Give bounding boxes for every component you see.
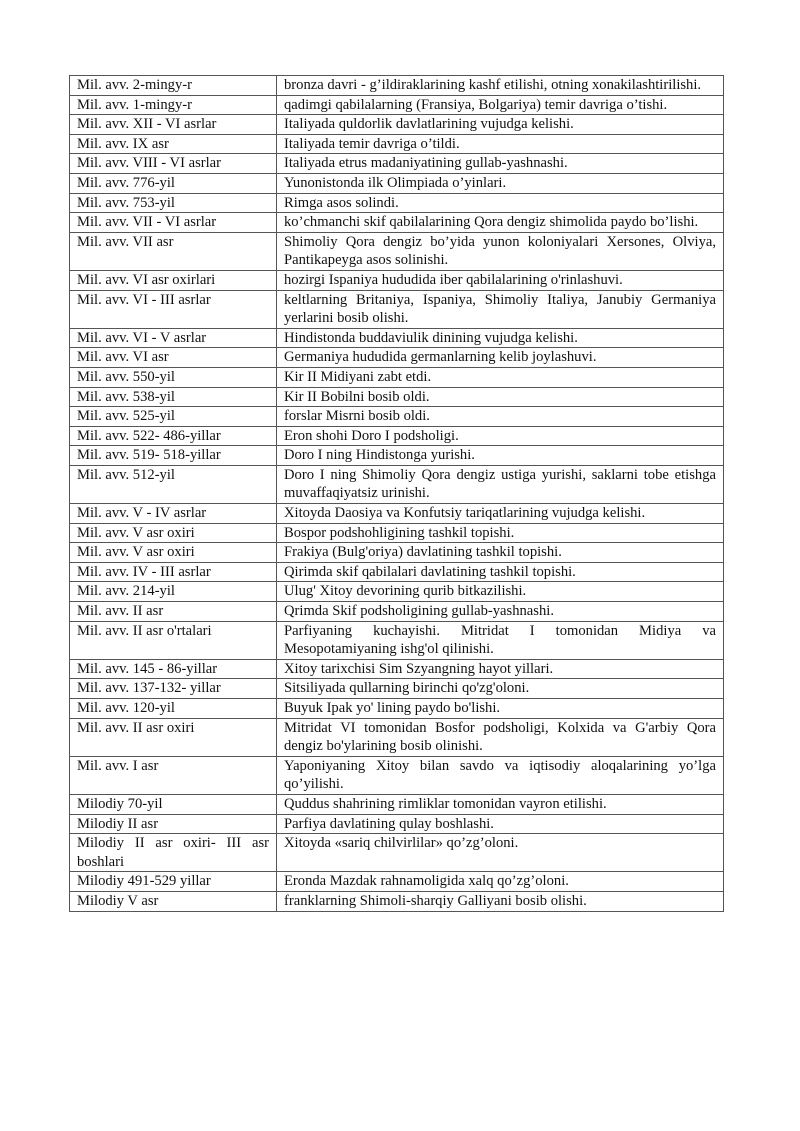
table-row — [70, 814, 724, 834]
date-cell: Mil. avv. 2-mingy-r — [70, 76, 277, 96]
table-row — [70, 348, 724, 368]
event-cell: Frakiya (Bulg'oriya) davlatining tashkil topishi. — [277, 543, 724, 563]
table-row — [70, 232, 724, 270]
date-cell: Mil. avv. II asr oxiri — [70, 718, 277, 756]
date-cell: Mil. avv. II asr — [70, 602, 277, 622]
table-row — [70, 465, 724, 503]
event-cell: Xitoyda «sariq chilvirlilar» qo’zg’oloni. — [277, 834, 724, 872]
table-row — [70, 367, 724, 387]
date-cell: Mil. avv. 753-yil — [70, 193, 277, 213]
table-row — [70, 891, 724, 911]
date-cell: Mil. avv. V asr oxiri — [70, 543, 277, 563]
table-row — [70, 76, 724, 96]
table-row — [70, 659, 724, 679]
table-row — [70, 602, 724, 622]
event-cell: Xitoy tarixchisi Sim Szyangning hayot yillari. — [277, 659, 724, 679]
event-cell: bronza davri - g’ildiraklarining kashf etilishi, otning xonakilashtirilishi. — [277, 76, 724, 96]
table-row — [70, 834, 724, 872]
event-cell: Bospor podshohligining tashkil topishi. — [277, 523, 724, 543]
event-cell: Quddus shahrining rimliklar tomonidan vayron etilishi. — [277, 794, 724, 814]
chronology-table — [69, 75, 724, 912]
event-cell: qadimgi qabilalarning (Fransiya, Bolgariya) temir davriga o’tishi. — [277, 95, 724, 115]
date-cell: Mil. avv. 214-yil — [70, 582, 277, 602]
table-row — [70, 562, 724, 582]
table-row — [70, 426, 724, 446]
date-cell: Mil. avv. 145 - 86-yillar — [70, 659, 277, 679]
event-cell: Ulug' Xitoy devorining qurib bitkazilishi. — [277, 582, 724, 602]
event-cell: Germaniya hududida germanlarning kelib joylashuvi. — [277, 348, 724, 368]
event-cell: Sitsiliyada qullarning birinchi qo'zg'oloni. — [277, 679, 724, 699]
event-cell: Qirimda skif qabilalari davlatining tashkil topishi. — [277, 562, 724, 582]
table-row — [70, 582, 724, 602]
date-cell: Mil. avv. 776-yil — [70, 173, 277, 193]
date-cell: Mil. avv. 519- 518-yillar — [70, 446, 277, 466]
table-row — [70, 699, 724, 719]
event-cell: Yaponiyaning Xitoy bilan savdo va iqtisodiy aloqalarining yo’lga qo’yilishi. — [277, 756, 724, 794]
event-cell: Rimga asos solindi. — [277, 193, 724, 213]
date-cell: Mil. avv. IV - III asrlar — [70, 562, 277, 582]
date-cell: Mil. avv. VI - V asrlar — [70, 328, 277, 348]
table-row — [70, 504, 724, 524]
event-cell: Hindistonda buddaviulik dinining vujudga kelishi. — [277, 328, 724, 348]
table-row — [70, 872, 724, 892]
table-row — [70, 794, 724, 814]
date-cell: Mil. avv. 550-yil — [70, 367, 277, 387]
date-cell: Mil. avv. I asr — [70, 756, 277, 794]
table-row — [70, 95, 724, 115]
event-cell: forslar Misrni bosib oldi. — [277, 407, 724, 427]
date-cell: Mil. avv. 120-yil — [70, 699, 277, 719]
date-cell: Mil. avv. 522- 486-yillar — [70, 426, 277, 446]
date-cell: Mil. avv. V - IV asrlar — [70, 504, 277, 524]
event-cell: Doro I ning Hindistonga yurishi. — [277, 446, 724, 466]
table-row — [70, 679, 724, 699]
table-row — [70, 446, 724, 466]
table-row — [70, 270, 724, 290]
table-row — [70, 543, 724, 563]
event-cell: Kir II Midiyani zabt etdi. — [277, 367, 724, 387]
event-cell: Italiyada etrus madaniyatining gullab-yashnashi. — [277, 154, 724, 174]
date-cell: Mil. avv. XII - VI asrlar — [70, 115, 277, 135]
event-cell: Eron shohi Doro I podsholigi. — [277, 426, 724, 446]
date-cell: Mil. avv. VIII - VI asrlar — [70, 154, 277, 174]
date-cell: Mil. avv. 538-yil — [70, 387, 277, 407]
date-cell: Mil. avv. 525-yil — [70, 407, 277, 427]
event-cell: Eronda Mazdak rahnamoligida xalq qo’zg’oloni. — [277, 872, 724, 892]
table-row — [70, 328, 724, 348]
date-cell: Milodiy 491-529 yillar — [70, 872, 277, 892]
date-cell: Mil. avv. 137-132- yillar — [70, 679, 277, 699]
date-cell: Mil. avv. VI asr oxirlari — [70, 270, 277, 290]
event-cell: Buyuk Ipak yo' lining paydo bo'lishi. — [277, 699, 724, 719]
date-cell: Mil. avv. IX asr — [70, 134, 277, 154]
chronology-table-body — [70, 76, 724, 912]
event-cell: Parfiya davlatining qulay boshlashi. — [277, 814, 724, 834]
table-row — [70, 756, 724, 794]
table-row — [70, 407, 724, 427]
table-row — [70, 115, 724, 135]
date-cell: Milodiy V asr — [70, 891, 277, 911]
date-cell: Mil. avv. VII asr — [70, 232, 277, 270]
table-row — [70, 290, 724, 328]
table-row — [70, 387, 724, 407]
table-row — [70, 523, 724, 543]
event-cell: Kir II Bobilni bosib oldi. — [277, 387, 724, 407]
date-cell: Mil. avv. II asr o'rtalari — [70, 621, 277, 659]
table-row — [70, 621, 724, 659]
date-cell: Mil. avv. VI - III asrlar — [70, 290, 277, 328]
event-cell: keltlarning Britaniya, Ispaniya, Shimoliy Italiya, Janubiy Germaniya yerlarini bosib olishi. — [277, 290, 724, 328]
event-cell: Yunonistonda ilk Olimpiada o’yinlari. — [277, 173, 724, 193]
event-cell: Qrimda Skif podsholigining gullab-yashnashi. — [277, 602, 724, 622]
date-cell: Mil. avv. VI asr — [70, 348, 277, 368]
event-cell: ko’chmanchi skif qabilalarining Qora dengiz shimolida paydo bo’lishi. — [277, 213, 724, 233]
event-cell: Doro I ning Shimoliy Qora dengiz ustiga yurishi, saklarni tobe etishga muvaffaqiyatsiz urinishi. — [277, 465, 724, 503]
date-cell: Mil. avv. VII - VI asrlar — [70, 213, 277, 233]
event-cell: Xitoyda Daosiya va Konfutsiy tariqatlarining vujudga kelishi. — [277, 504, 724, 524]
event-cell: Italiyada temir davriga o’tildi. — [277, 134, 724, 154]
table-row — [70, 154, 724, 174]
event-cell: Parfiyaning kuchayishi. Mitridat I tomonidan Midiya va Mesopotamiyaning ishg'ol qilinishi. — [277, 621, 724, 659]
event-cell: Shimoliy Qora dengiz bo’yida yunon koloniyalari Xersones, Olviya, Pantikapeyga asos solinishi. — [277, 232, 724, 270]
event-cell: Mitridat VI tomonidan Bosfor podsholigi, Kolxida va G'arbiy Qora dengiz bo'ylarining bosib olinishi. — [277, 718, 724, 756]
date-cell: Milodiy 70-yil — [70, 794, 277, 814]
date-cell: Milodiy II asr — [70, 814, 277, 834]
table-row — [70, 718, 724, 756]
date-cell: Mil. avv. 512-yil — [70, 465, 277, 503]
date-cell: Mil. avv. V asr oxiri — [70, 523, 277, 543]
table-row — [70, 193, 724, 213]
date-cell: Mil. avv. 1-mingy-r — [70, 95, 277, 115]
table-row — [70, 173, 724, 193]
event-cell: Italiyada quldorlik davlatlarining vujudga kelishi. — [277, 115, 724, 135]
table-row — [70, 134, 724, 154]
date-cell: Milodiy II asr oxiri- III asr boshlari — [70, 834, 277, 872]
event-cell: hozirgi Ispaniya hududida iber qabilalarining o'rinlashuvi. — [277, 270, 724, 290]
event-cell: franklarning Shimoli-sharqiy Galliyani bosib olishi. — [277, 891, 724, 911]
table-row — [70, 213, 724, 233]
